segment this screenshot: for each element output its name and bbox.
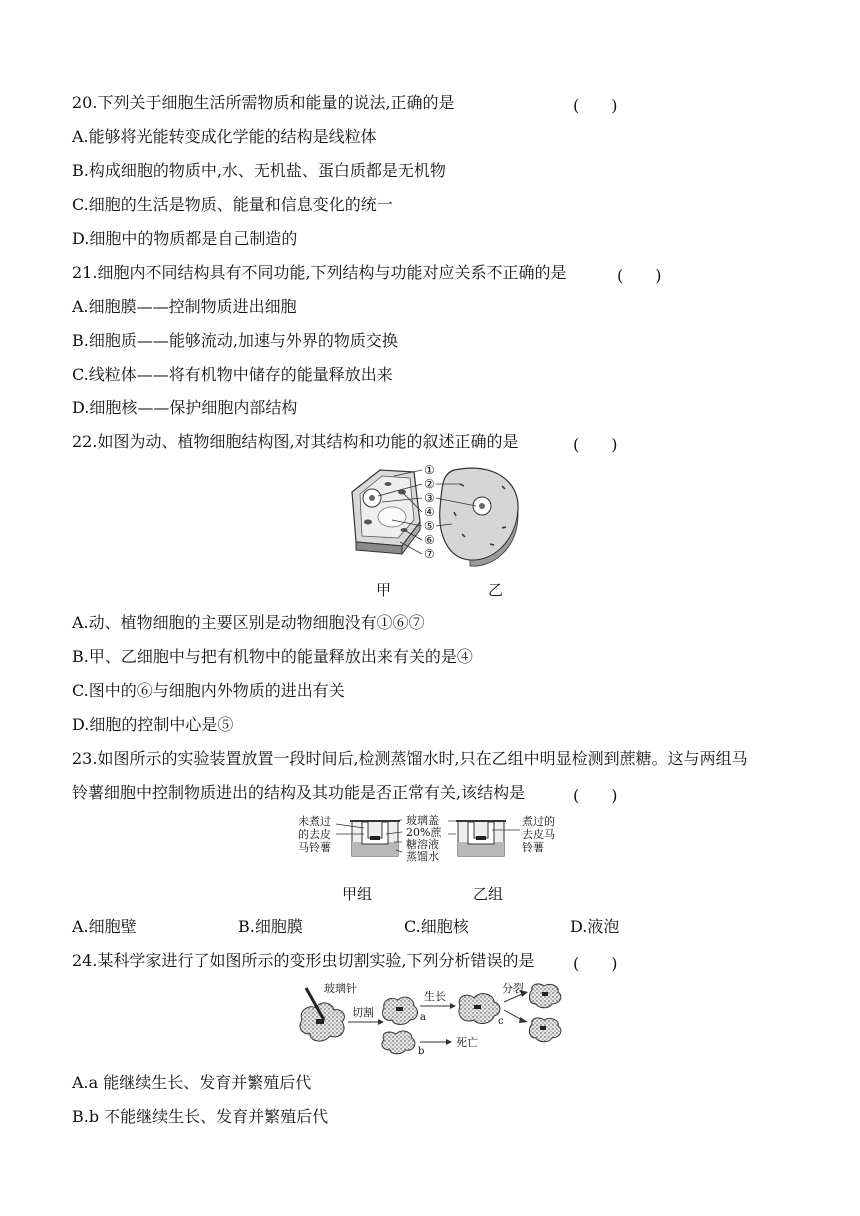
right-label-3: 铃薯 <box>522 841 544 854</box>
amoeba-grown <box>459 994 500 1024</box>
divide-label: 分裂 <box>502 982 524 995</box>
q20-option-d: D.细胞中的物质都是自己制造的 <box>72 229 298 248</box>
q21-option-b: B.细胞质——能够流动,加速与外界的物质交换 <box>72 331 398 350</box>
beaker-yi <box>456 820 506 856</box>
q20-option-b: B.构成细胞的物质中,水、无机盐、蛋白质都是无机物 <box>72 161 446 180</box>
mid-label-1: 玻璃盖 <box>406 814 439 827</box>
q24-stem: 24.某科学家进行了如图所示的变形虫切割实验,下列分析错误的是 <box>72 951 535 970</box>
death-label: 死亡 <box>456 1036 478 1049</box>
right-label-2: 去皮马 <box>522 828 555 841</box>
amoeba-daughter-2 <box>529 1018 561 1042</box>
q22-option-a: A.动、植物细胞的主要区别是动物细胞没有①⑥⑦ <box>72 613 425 632</box>
caption-jia: 甲 <box>376 581 392 599</box>
amoeba-daughter-1 <box>529 984 561 1008</box>
mid-label-2: 20%蔗 <box>406 826 442 839</box>
label-b: b <box>418 1046 425 1056</box>
label-6: ⑥ <box>424 533 435 547</box>
cut-label: 切割 <box>352 1006 374 1019</box>
amoeba-experiment-figure <box>296 980 568 1056</box>
q23-option-b: B.细胞膜 <box>238 917 303 936</box>
label-3: ③ <box>424 491 435 505</box>
label-7: ⑦ <box>424 547 435 561</box>
q23-option-c: C.细胞核 <box>404 917 469 936</box>
label-1: ① <box>424 463 435 477</box>
beaker-jia <box>350 820 400 856</box>
label-2: ② <box>424 477 435 491</box>
q23-stem-line2: 铃薯细胞中控制物质进出的结构及其功能是否正常有关,该结构是 <box>72 783 526 802</box>
caption-jia-group: 甲组 <box>342 885 373 903</box>
q20-stem: 20.下列关于细胞生活所需物质和能量的说法,正确的是 <box>72 93 455 112</box>
q21-stem: 21.细胞内不同结构具有不同功能,下列结构与功能对应关系不正确的是 <box>72 263 567 282</box>
mid-label-4: 蒸馏水 <box>406 850 439 863</box>
grow-label: 生长 <box>424 990 446 1003</box>
right-label-1: 煮过的 <box>522 815 555 828</box>
potato-experiment-figure <box>298 814 560 864</box>
q23-option-d: D.液泡 <box>570 917 620 936</box>
label-a: a <box>420 1012 426 1023</box>
q23-answer-blank: ( ) <box>573 786 618 805</box>
cell-structure-figure <box>342 462 522 568</box>
q22-option-c: C.图中的⑥与细胞内外物质的进出有关 <box>72 681 345 700</box>
q20-answer-blank: ( ) <box>573 96 618 115</box>
q22-stem: 22.如图为动、植物细胞结构图,对其结构和功能的叙述正确的是 <box>72 432 519 451</box>
caption-yi-group: 乙组 <box>473 885 504 903</box>
label-c: c <box>498 1016 504 1027</box>
amoeba-half-b <box>382 1031 415 1054</box>
q24-answer-blank: ( ) <box>573 954 618 973</box>
q22-option-b: B.甲、乙细胞中与把有机物中的能量释放出来有关的是④ <box>72 647 473 666</box>
left-label-2: 的去皮 <box>298 828 331 841</box>
q21-option-c: C.线粒体——将有机物中储存的能量释放出来 <box>72 365 393 384</box>
q21-option-a: A.细胞膜——控制物质进出细胞 <box>72 297 297 316</box>
label-5: ⑤ <box>424 519 435 533</box>
q20-option-c: C.细胞的生活是物质、能量和信息变化的统一 <box>72 195 393 214</box>
q21-answer-blank: ( ) <box>617 266 662 285</box>
mid-label-3: 糖溶液 <box>406 838 439 851</box>
label-4: ④ <box>424 505 435 519</box>
left-label-3: 马铃薯 <box>298 841 331 854</box>
q22-answer-blank: ( ) <box>573 435 618 454</box>
q23-option-a: A.细胞壁 <box>72 917 137 936</box>
q20-option-a: A.能够将光能转变成化学能的结构是线粒体 <box>72 127 377 146</box>
animal-cell-yi <box>440 468 518 566</box>
needle-label: 玻璃针 <box>324 982 357 995</box>
q22-option-d: D.细胞的控制中心是⑤ <box>72 715 234 734</box>
q24-option-a: A.a 能继续生长、发育并繁殖后代 <box>72 1073 312 1092</box>
q21-option-d: D.细胞核——保护细胞内部结构 <box>72 398 298 417</box>
amoeba-original <box>300 1003 344 1041</box>
left-label-1: 未煮过 <box>298 815 331 828</box>
q23-stem-line1: 23.如图所示的实验装置放置一段时间后,检测蒸馏水时,只在乙组中明显检测到蔗糖。这与两组马 <box>72 749 748 768</box>
q24-option-b: B.b 不能继续生长、发育并繁殖后代 <box>72 1107 329 1126</box>
amoeba-half-a <box>382 997 417 1024</box>
plant-cell-jia <box>352 470 420 554</box>
caption-yi: 乙 <box>488 581 504 599</box>
